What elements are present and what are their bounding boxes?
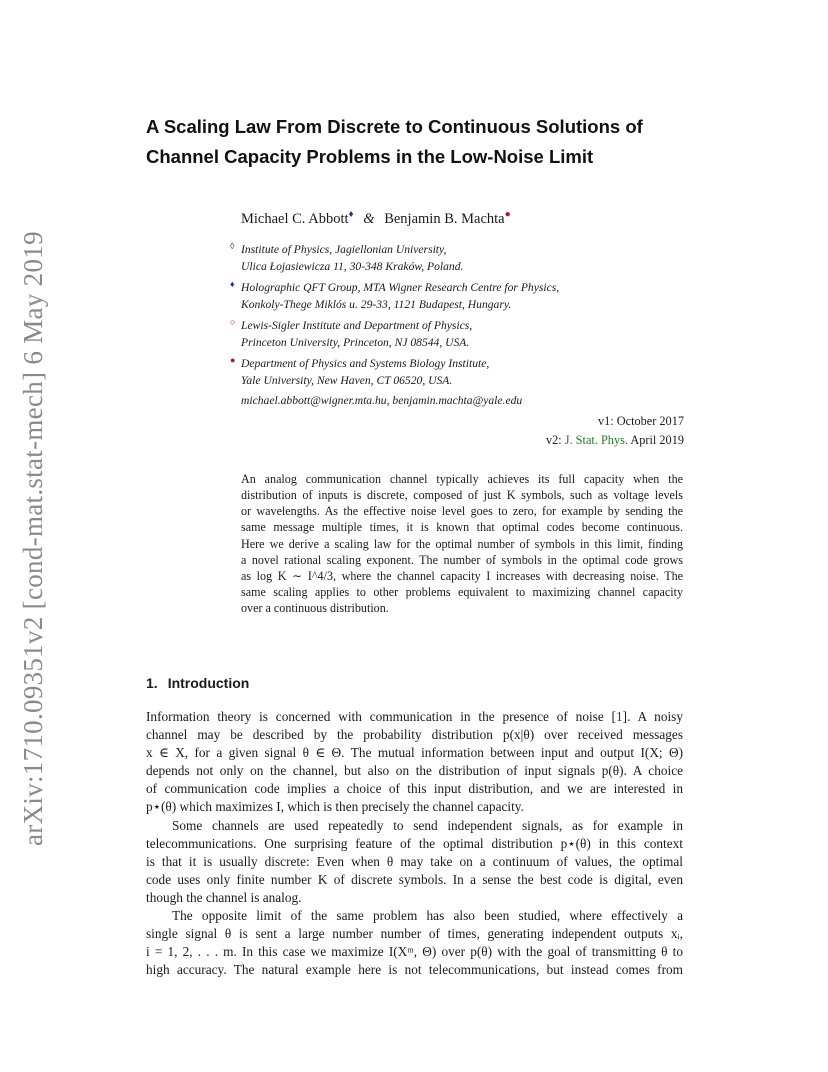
open-diamond-icon: ◊ bbox=[230, 241, 235, 251]
section-heading-introduction bbox=[146, 675, 249, 691]
section-title-text: Introduction bbox=[167, 675, 250, 691]
abstract-line: or wavelengths. As the effective noise level goes to zero, for example by sending the bbox=[241, 504, 683, 519]
body-line: i = 1, 2, . . . m. In this case we maximize I(Xᵐ, Θ) over p(θ) with the goal of transmitting θ to bbox=[146, 944, 683, 960]
body-line bbox=[146, 708, 683, 726]
affiliation-line: Yale University, New Haven, CT 06520, USA. bbox=[241, 374, 453, 387]
affiliation-yale bbox=[230, 355, 490, 389]
affiliation-line: Konkoly-Thege Miklós u. 29-33, 1121 Budapest, Hungary. bbox=[241, 298, 512, 311]
body-text-fragment: Information theory is concerned with communication in the presence of noise [ bbox=[146, 709, 616, 724]
author-abbott: Michael C. Abbott bbox=[241, 210, 349, 227]
title-line: Channel Capacity Problems in the Low-Noise Limit bbox=[146, 146, 594, 167]
version-v2-date: April 2019 bbox=[627, 433, 684, 447]
abstract-line: distribution of inputs is discrete, composed of just K symbols, such as voltage levels bbox=[241, 488, 683, 503]
abstract bbox=[241, 471, 683, 616]
title-line: A Scaling Law From Discrete to Continuous Solutions of bbox=[146, 116, 643, 137]
body-line: x ∈ X, for a given signal θ ∈ Θ. The mutual information between input and output I(X; Θ) bbox=[146, 745, 683, 761]
journal-link[interactable]: J. Stat. Phys. bbox=[564, 433, 628, 447]
author-machta: Benjamin B. Machta bbox=[384, 210, 505, 227]
body-line: The opposite limit of the same problem has also been studied, where effectively a bbox=[172, 908, 683, 924]
open-circle-icon: ○ bbox=[230, 317, 236, 327]
abstract-line: Here we derive a scaling law for the optimal number of symbols in this limit, finding bbox=[241, 536, 683, 551]
author-separator: & bbox=[363, 210, 375, 227]
version-v1: v1: October 2017 bbox=[597, 414, 684, 428]
paper-title bbox=[146, 112, 706, 172]
abstract-line: over a continuous distribution. bbox=[241, 601, 389, 616]
body-line: telecommunications. One surprising feature of the optimal distribution p⋆(θ) in this context bbox=[146, 835, 683, 851]
abstract-line: An analog communication channel typically achieves its full capacity when the bbox=[241, 472, 683, 486]
body-line: channel may be described by the probability distribution p(x|θ) over received messages bbox=[146, 727, 683, 743]
version-v2-prefix: v2: bbox=[545, 433, 565, 447]
abstract-line: same scaling applies to other problems equivalent to maximizing channel capacity bbox=[241, 585, 683, 600]
section-number: 1. bbox=[146, 675, 158, 691]
affiliation-line: Holographic QFT Group, MTA Wigner Research Centre for Physics, bbox=[241, 281, 560, 294]
body-line: p⋆(θ) which maximizes I, which is then precisely the channel capacity. bbox=[146, 799, 524, 815]
affiliation-line: Princeton University, Princeton, NJ 08544, USA. bbox=[241, 336, 470, 349]
version-v2 bbox=[546, 431, 684, 450]
arxiv-identifier: arXiv:1710.09351v2 [cond-mat.stat-mech] 6 May 2019 bbox=[18, 231, 48, 846]
introduction-body bbox=[146, 708, 683, 979]
affiliation-jagiellonian bbox=[230, 241, 464, 275]
body-line: Some channels are used repeatedly to send independent signals, as for example in bbox=[172, 817, 683, 833]
author-list bbox=[241, 209, 511, 228]
abstract-line: same message multiple times, it is known that optimal codes become continuous. bbox=[241, 520, 683, 535]
affiliation-line: Lewis-Sigler Institute and Department of Physics, bbox=[241, 319, 473, 332]
diamond-icon: ♦ bbox=[230, 279, 235, 289]
citation-link[interactable]: 1 bbox=[616, 709, 623, 724]
body-text-fragment: ]. A noisy bbox=[622, 709, 683, 724]
version-history bbox=[546, 412, 684, 450]
filled-circle-icon: ● bbox=[230, 355, 236, 365]
affiliation-line: Department of Physics and Systems Biology Institute, bbox=[241, 357, 490, 370]
body-line: of communication code implies a choice of this input distribution, and we are interested in bbox=[146, 781, 683, 797]
author-emails[interactable]: michael.abbott@wigner.mta.hu, benjamin.machta@yale.edu bbox=[241, 394, 523, 407]
affiliation-wigner bbox=[230, 279, 560, 313]
body-line: is that it is usually discrete: Even when θ may take on a continuum of values, the optimal bbox=[146, 853, 683, 869]
abstract-line: as log K ∼ I^4/3, where the channel capacity I increases with decreasing noise. The bbox=[241, 568, 683, 583]
diamond-icon: ♦ bbox=[348, 209, 354, 220]
body-line: single signal θ is sent a large number number of times, generating independent outputs xᵢ, bbox=[146, 926, 683, 942]
body-line: depends not only on the channel, but also on the distribution of input signals p(θ). A choice bbox=[146, 763, 683, 779]
filled-circle-icon: ● bbox=[504, 209, 511, 220]
affiliation-line: Institute of Physics, Jagiellonian University, bbox=[241, 243, 447, 256]
body-line: code uses only finite number K of discrete symbols. In a sense the best code is digital, even bbox=[146, 871, 683, 887]
affiliation-line: Ulica Łojasiewicza 11, 30-348 Kraków, Poland. bbox=[241, 260, 464, 273]
abstract-line: a novel rational scaling exponent. The number of symbols in the optimal code grows bbox=[241, 552, 683, 567]
affiliation-princeton bbox=[230, 317, 473, 351]
body-line: high accuracy. The natural example here is not telecommunications, but instead comes from bbox=[146, 962, 683, 978]
body-line: though the channel is analog. bbox=[146, 889, 302, 905]
